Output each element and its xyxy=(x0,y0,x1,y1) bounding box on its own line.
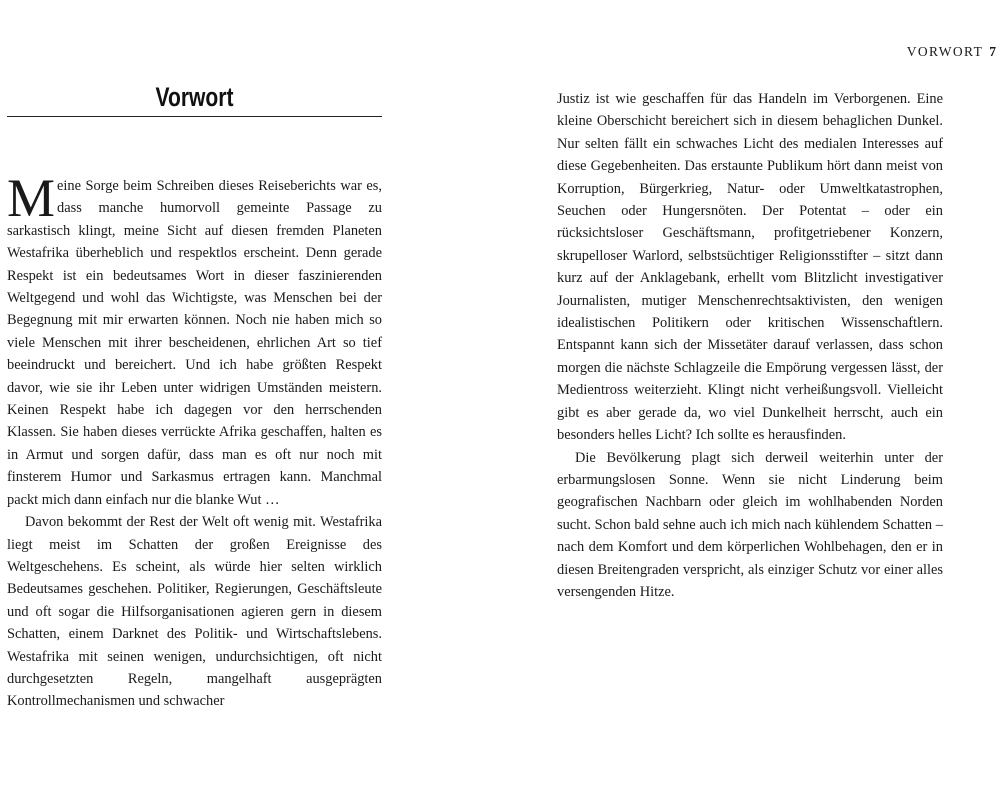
paragraph-4: Die Bevölkerung plagt sich derweil weiterhin unter der erbarmungslosen Sonne. Wenn sie nicht Linderung beim geografischen Nachbarn oder gleich im wohlhabenden Norden sucht. Schon bald sehne auch ich mich nach kühlendem Schatten – nach dem Komfort und dem körperlichen Wohlbehagen, den er in diesen Breitengraden verspricht, als einziger Schutz vor einer alles versengenden Hitze. xyxy=(557,449,943,600)
running-head xyxy=(907,44,996,60)
paragraph-2: Davon bekommt der Rest der Welt oft wenig mit. Westafrika liegt meist im Schatten der großen Ereignisse des Weltgeschehens. Es scheint, als würde hier selten wirklich Bedeutsames geschehen. Politiker, Regierungen, Geschäftsleute und oft sogar die Hilfsorganisationen agieren gern in diesem Schatten, einem Darknet des Politik- und Wirtschaftslebens. Westafrika mit seinen wenigen, undurchsichtigen, oft nicht durchgesetzten Regeln, mangelhaft ausgeprägten Kontrollmechanismen und schwacher xyxy=(7,514,382,710)
chapter-title: Vorwort xyxy=(155,82,234,112)
paragraph-1-text: eine Sorge beim Schreiben dieses Reiseberichts war es, dass manche humorvoll gemeinte Passage zu sarkastisch klingt, meine Sicht auf diesen fremden Planeten Westafrika überheblich und respektlos erscheint. Denn gerade Respekt ist ein bedeutsames Wort in dieser faszinierenden Weltgegend und wohl das Wichtigste, was Menschen bei der Begegnung mit mir erwarten können. Noch nie haben mich so viele Menschen mit ihrer bescheidenen, ehrlichen Art so tief beeindruckt und bereichert. Und ich habe größten Respekt davor, wie sie ihr Leben unter widrigen Umständen meistern. Keinen Respekt habe ich dagegen vor den herrschenden Klassen. Sie haben dieses verrückte Afrika geschaffen, halten es in Armut und sorgen dafür, dass man es oft nur noch mit finsterem Humor und Sarkasmus ertragen kann. Manchmal packt mich dann einfach nur die blanke Wut … xyxy=(7,178,382,508)
title-rule xyxy=(7,116,382,117)
right-column xyxy=(557,88,943,603)
paragraph-3: Justiz ist wie geschaffen für das Handeln im Verborgenen. Eine kleine Oberschicht bereichert sich in diesem behaglichen Dunkel. Nur selten fällt ein schwaches Licht des medialen Interesses auf diese Gegebenheiten. Das erstaunte Publikum hört dann meist von Korruption, Bürgerkrieg, Natur- oder Umweltkatastrophen, Seuchen oder Hungersnöten. Der Potentat – oder ein rücksichtsloser Geschäftsmann, profitgetriebener Konzern, skrupelloser Warlord, selbstsüchtiger Religionsstifter – sitzt dann kurz auf der Anklagebank, erhellt vom Blitzlicht investigativer Journalisten, mutiger Menschenrechtsaktivisten, den wenigen idealistischen Politikern oder kritischen Wissenschaftlern. Entspannt kann sich der Missetäter darauf verlassen, dass schon morgen die nächste Schlagzeile die Empörung vergessen lässt, der Medientross weiterzieht. Klingt nicht verheißungsvoll. Vielleicht gibt es aber gerade da, wo viel Dunkelheit herrscht, auch ein besonders helles Licht? Ich sollte es herausfinden. xyxy=(557,91,943,444)
left-column xyxy=(7,80,382,713)
drop-cap: M xyxy=(7,168,56,228)
page-number: 7 xyxy=(989,44,996,59)
running-head-label: VORWORT xyxy=(906,44,984,59)
paragraph-1 xyxy=(7,168,382,511)
